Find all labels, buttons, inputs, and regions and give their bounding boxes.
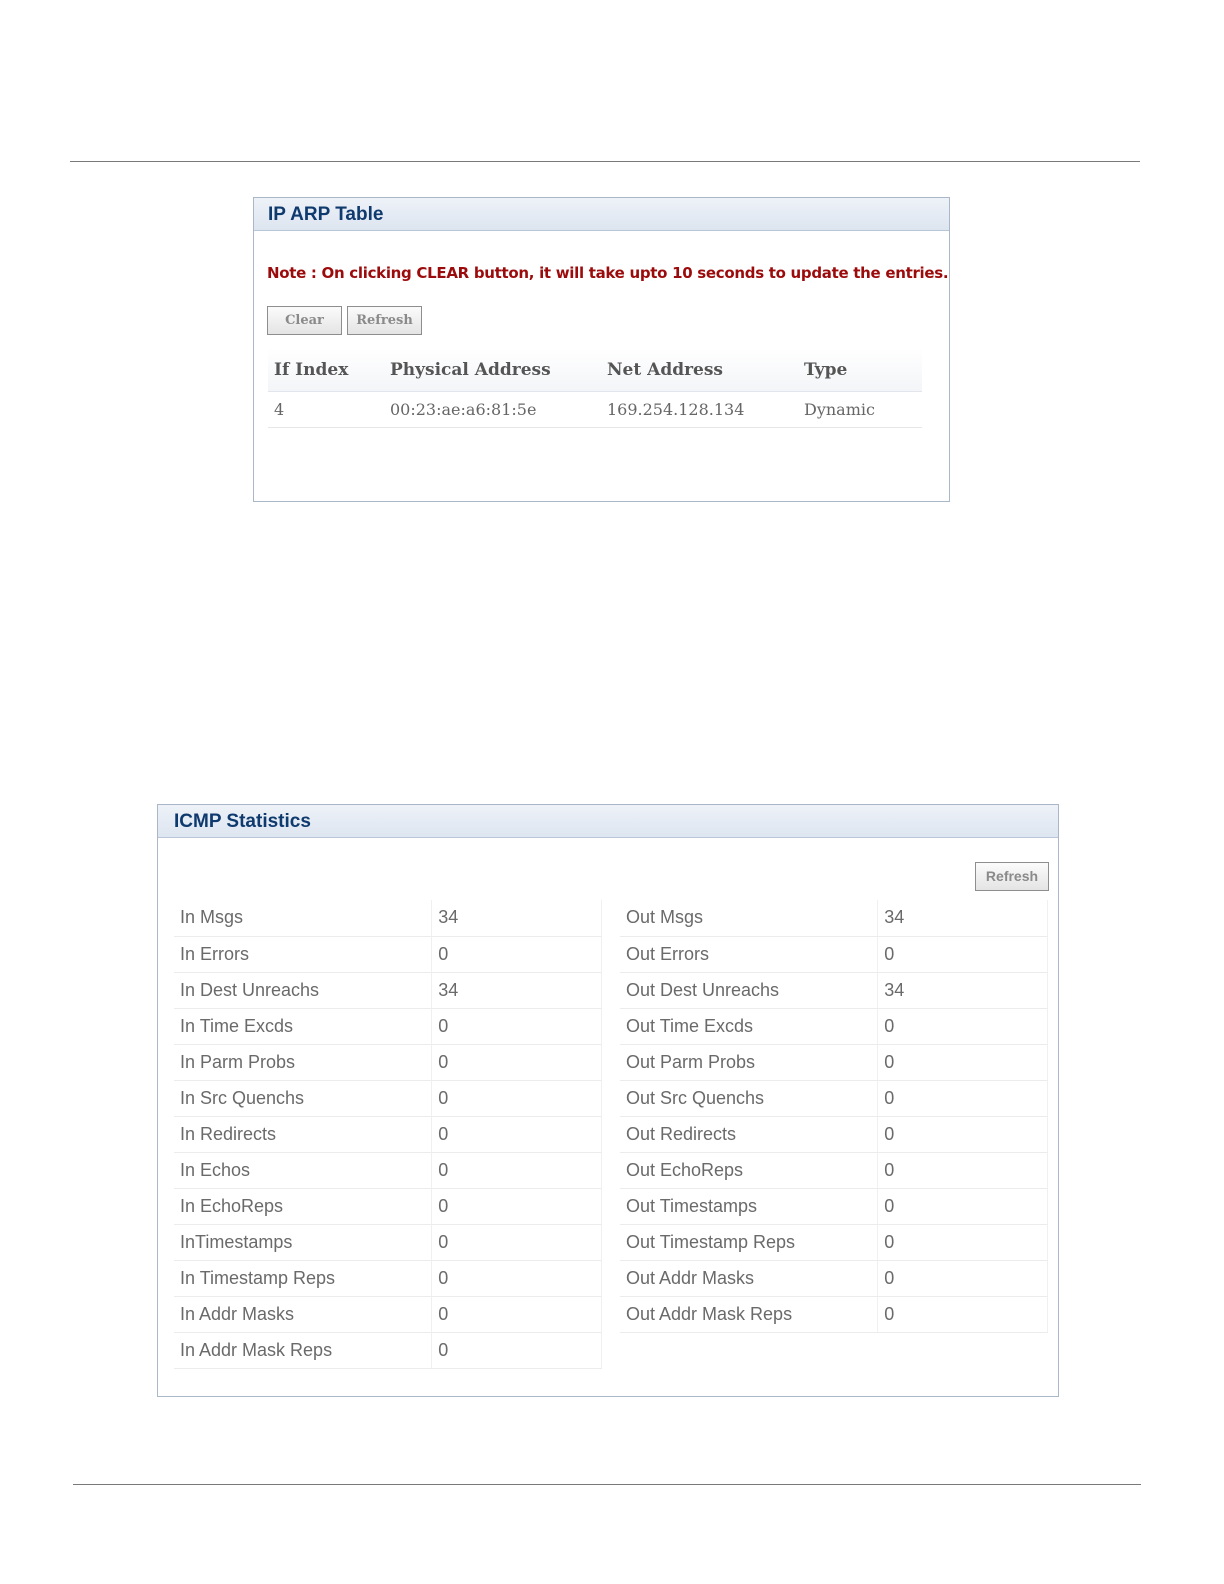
stat-label: In Addr Mask Reps [174, 1332, 432, 1368]
table-row [268, 392, 922, 428]
in-statistics-table [174, 900, 602, 1369]
stat-value: 0 [878, 1296, 1048, 1332]
column-header-type: Type [798, 348, 922, 392]
panel-title: IP ARP Table [254, 198, 949, 231]
stat-row [174, 900, 602, 936]
stat-label: In Time Excds [174, 1008, 432, 1044]
stat-value: 0 [878, 1044, 1048, 1080]
icmp-statistics-panel [157, 804, 1059, 1397]
column-header-physical-address: Physical Address [384, 348, 601, 392]
stat-label: In EchoReps [174, 1188, 432, 1224]
stat-value: 0 [878, 1080, 1048, 1116]
stat-value: 34 [432, 900, 602, 936]
stat-row [174, 1080, 602, 1116]
stat-value: 0 [878, 1224, 1048, 1260]
stat-label: Out Redirects [620, 1116, 878, 1152]
stat-row [174, 1260, 602, 1296]
stat-label: Out Addr Mask Reps [620, 1296, 878, 1332]
stat-row [174, 1008, 602, 1044]
stat-value: 0 [432, 1260, 602, 1296]
stat-label: In Errors [174, 936, 432, 972]
stat-value: 34 [432, 972, 602, 1008]
stat-row [620, 1116, 1048, 1152]
stat-value: 0 [432, 1044, 602, 1080]
stat-label: Out Errors [620, 936, 878, 972]
stat-value: 34 [878, 900, 1048, 936]
stat-label: Out Timestamps [620, 1188, 878, 1224]
stat-row [174, 1116, 602, 1152]
stat-row [174, 1152, 602, 1188]
stat-row [620, 900, 1048, 936]
column-header-if-index: If Index [268, 348, 384, 392]
stat-value: 0 [432, 1224, 602, 1260]
stat-value: 0 [878, 1188, 1048, 1224]
stat-row [620, 1296, 1048, 1332]
stat-label: In Dest Unreachs [174, 972, 432, 1008]
refresh-button[interactable]: Refresh [347, 306, 422, 335]
stat-value: 0 [878, 1116, 1048, 1152]
refresh-button[interactable]: Refresh [975, 862, 1049, 891]
stat-value: 0 [878, 936, 1048, 972]
stat-value: 0 [432, 1188, 602, 1224]
stat-label: Out Time Excds [620, 1008, 878, 1044]
stat-row [174, 1188, 602, 1224]
table-header-row [268, 348, 922, 392]
stat-label: In Timestamp Reps [174, 1260, 432, 1296]
stat-row [174, 1224, 602, 1260]
stat-label: Out Parm Probs [620, 1044, 878, 1080]
stat-value: 0 [432, 936, 602, 972]
stat-label: In Echos [174, 1152, 432, 1188]
stat-row [174, 936, 602, 972]
stat-row [174, 1044, 602, 1080]
stat-value: 34 [878, 972, 1048, 1008]
stat-label: In Parm Probs [174, 1044, 432, 1080]
stat-label: Out Addr Masks [620, 1260, 878, 1296]
stat-value: 0 [432, 1116, 602, 1152]
cell-physical-address: 00:23:ae:a6:81:5e [384, 392, 601, 428]
stat-value: 0 [878, 1008, 1048, 1044]
clear-button[interactable]: Clear [267, 306, 342, 335]
stat-row [174, 1332, 602, 1368]
stat-row [620, 1080, 1048, 1116]
ip-arp-table-panel [253, 197, 950, 502]
stat-value: 0 [432, 1008, 602, 1044]
stat-label: In Msgs [174, 900, 432, 936]
stat-value: 0 [432, 1080, 602, 1116]
column-header-net-address: Net Address [601, 348, 798, 392]
cell-if-index: 4 [268, 392, 384, 428]
cell-type: Dynamic [798, 392, 922, 428]
stat-value: 0 [432, 1296, 602, 1332]
stat-label: In Redirects [174, 1116, 432, 1152]
stat-row [620, 1008, 1048, 1044]
stat-label: InTimestamps [174, 1224, 432, 1260]
stat-label: Out Msgs [620, 900, 878, 936]
stat-row [620, 1224, 1048, 1260]
stat-label: Out Dest Unreachs [620, 972, 878, 1008]
clear-note: Note : On clicking CLEAR button, it will take upto 10 seconds to update the entries. [267, 264, 949, 282]
out-statistics-table [620, 900, 1048, 1333]
arp-table [268, 348, 922, 428]
stat-label: Out Src Quenchs [620, 1080, 878, 1116]
stat-value: 0 [432, 1152, 602, 1188]
stat-row [620, 1188, 1048, 1224]
stat-label: Out EchoReps [620, 1152, 878, 1188]
stat-row [620, 936, 1048, 972]
bottom-divider [73, 1484, 1141, 1485]
stat-row [620, 1152, 1048, 1188]
stat-value: 0 [432, 1332, 602, 1368]
top-divider [70, 161, 1140, 162]
stat-row [174, 1296, 602, 1332]
stat-label: In Src Quenchs [174, 1080, 432, 1116]
stat-label: In Addr Masks [174, 1296, 432, 1332]
stat-row [174, 972, 602, 1008]
stat-label: Out Timestamp Reps [620, 1224, 878, 1260]
stat-row [620, 1260, 1048, 1296]
stat-row [620, 1044, 1048, 1080]
stat-row [620, 972, 1048, 1008]
cell-net-address: 169.254.128.134 [601, 392, 798, 428]
stat-value: 0 [878, 1152, 1048, 1188]
panel-title: ICMP Statistics [158, 805, 1058, 838]
stat-value: 0 [878, 1260, 1048, 1296]
